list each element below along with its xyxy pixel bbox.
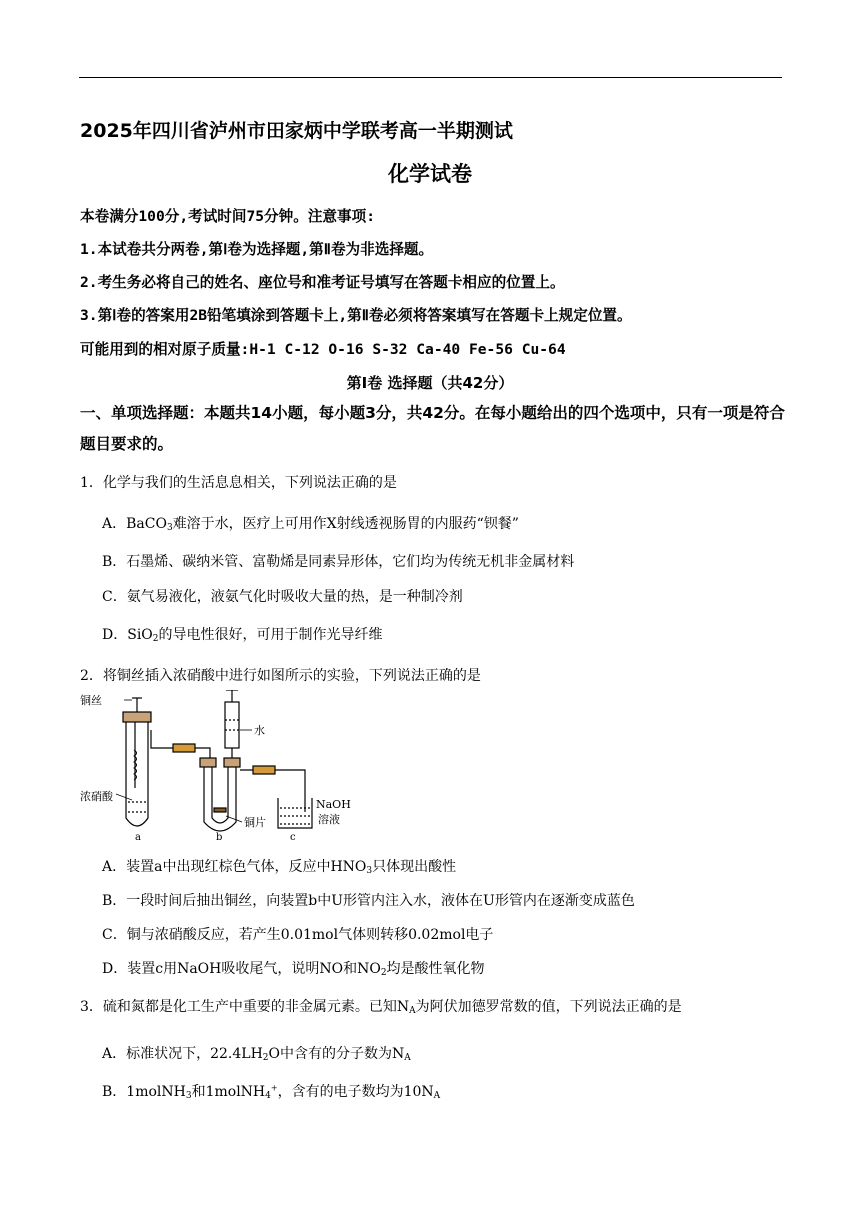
- question-2-option-a: A．装置a中出现红棕色气体，反应中$HNO_3$只体现出酸性: [102, 859, 457, 876]
- label-b: b: [216, 832, 223, 840]
- label-conc-nitric: 浓硝酸: [80, 790, 113, 803]
- syringe: [225, 690, 252, 758]
- label-water: 水: [254, 724, 265, 737]
- label-solution: 溶液: [318, 813, 340, 826]
- question-2-option-c: C．铜与浓硝酸反应，若产生0.01mol气体则转移0.02mol电子: [102, 927, 494, 943]
- question-2-stem: 2．将铜丝插入浓硝酸中进行如图所示的实验，下列说法正确的是: [80, 668, 481, 684]
- question-1-option-d: D．SiO$_2$的导电性很好，可用于制作光导纤维: [102, 627, 383, 644]
- label-c: c: [290, 832, 296, 840]
- question-1-option-c: C．氨气易液化，液氨气化时吸收大量的热，是一种制冷剂: [102, 589, 463, 605]
- question-3-option-b: B．1molNH$_3$和1molNH$_4$+，含有的电子数均为$10N_A$: [102, 1083, 441, 1101]
- apparatus-figure: [80, 690, 370, 840]
- question-2-option-b: B．一段时间后抽出铜丝，向装置b中U形管内注入水，液体在U形管内在逐渐变成蓝色: [102, 893, 635, 909]
- beaker-c: [278, 798, 312, 828]
- question-3-stem: 3．硫和氮都是化工生产中重要的非金属元素。已知$N_A$为阿伏加德罗常数的值，下列说法正确的是: [80, 999, 682, 1016]
- instruction-item: 3.第Ⅰ卷的答案用2B铅笔填涂到答题卡上,第Ⅱ卷必须将答案填写在答题卡上规定位置。: [80, 307, 632, 324]
- question-1-stem: 1．化学与我们的生活息息相关，下列说法正确的是: [80, 475, 397, 491]
- label-copper-wire: 铜丝: [80, 694, 102, 707]
- question-1-option-a: A．BaCO$_3$难溶于水，医疗上可用作X射线透视肠胃的内服药“钡餐”: [102, 516, 519, 533]
- label-a: a: [135, 832, 141, 840]
- instructions-intro: 本卷满分100分,考试时间75分钟。注意事项:: [80, 208, 376, 225]
- u-tube-b: [200, 758, 240, 831]
- atomic-masses: 可能用到的相对原子质量:H-1 C-12 O-16 S-32 Ca-40 Fe-56 Cu-64: [80, 341, 566, 358]
- connector-tube: [151, 730, 210, 758]
- label-copper-sheet: 铜片: [244, 816, 266, 829]
- outlet-tube: [240, 766, 305, 812]
- part1-heading: 第Ⅰ卷 选择题（共42分）: [346, 374, 514, 392]
- instruction-item: 1.本试卷共分两卷,第Ⅰ卷为选择题,第Ⅱ卷为非选择题。: [80, 241, 434, 258]
- label-naoh: NaOH: [316, 798, 351, 811]
- section-heading: 一、单项选择题：本题共14小题，每小题3分，共42分。在每小题给出的四个选项中，只有一项是符合题目要求的。: [80, 404, 785, 453]
- exam-subtitle: 化学试卷: [388, 162, 472, 186]
- header-rule: [79, 77, 782, 78]
- instruction-item: 2.考生务必将自己的姓名、座位号和准考证号填写在答题卡相应的位置上。: [80, 274, 565, 291]
- question-3-option-a: A．标准状况下，$22.4LH_2O$中含有的分子数为$N_A$: [102, 1046, 411, 1063]
- question-1-option-b: B．石墨烯、碳纳米管、富勒烯是同素异形体，它们均为传统无机非金属材料: [102, 554, 575, 570]
- question-2-option-d: D．装置c用NaOH吸收尾气，说明NO和$NO_2$均是酸性氧化物: [102, 961, 485, 978]
- test-tube-a: [123, 698, 151, 826]
- exam-title: 2025年四川省泸州市田家炳中学联考高一半期测试: [80, 120, 513, 142]
